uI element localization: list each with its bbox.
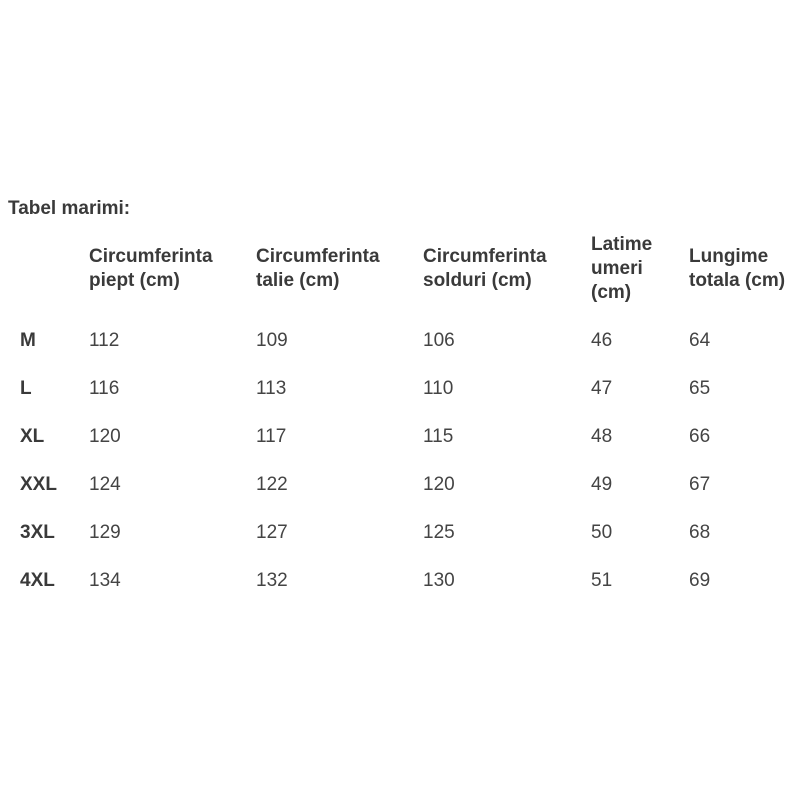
cell-length: 68 [689,522,711,543]
cell-shoulders: 47 [591,378,613,399]
cell-chest: 124 [89,474,121,495]
cell-chest: 116 [89,378,120,399]
cell-hips: 125 [423,522,455,543]
cell-waist: 109 [256,330,288,351]
row-size-label: XXL [20,474,57,495]
cell-hips: 130 [423,570,455,591]
header-waist [256,245,380,293]
row-size-label: XL [20,426,45,447]
cell-shoulders: 49 [591,474,613,495]
table-title: Tabel marimi: [8,198,131,219]
cell-waist: 113 [256,378,287,399]
cell-hips: 115 [423,426,454,447]
cell-waist: 122 [256,474,288,495]
cell-chest: 120 [89,426,121,447]
cell-shoulders: 50 [591,522,613,543]
cell-hips: 106 [423,330,455,351]
cell-length: 64 [689,330,711,351]
header-hips [423,245,547,293]
row-size-label: 3XL [20,522,55,543]
header-chest [89,245,213,293]
cell-length: 69 [689,570,711,591]
header-length-line-2: totala (cm) [689,270,786,291]
cell-waist: 127 [256,522,288,543]
header-hips-line-2: solduri (cm) [423,270,532,291]
cell-chest: 134 [89,570,121,591]
header-chest-line-2: piept (cm) [89,270,180,291]
cell-waist: 117 [256,426,287,447]
cell-chest: 129 [89,522,121,543]
header-shoulders-line-3: (cm) [591,282,632,303]
row-size-label: M [20,330,36,351]
header-chest-line-1: Circumferinta [89,246,213,267]
cell-shoulders: 48 [591,426,613,447]
cell-shoulders: 46 [591,330,613,351]
header-hips-line-1: Circumferinta [423,246,547,267]
header-waist-line-2: talie (cm) [256,270,340,291]
header-length-line-1: Lungime [689,246,769,267]
header-length [689,245,785,293]
cell-chest: 112 [89,330,120,351]
row-size-label: L [20,378,32,399]
row-size-label: 4XL [20,570,55,591]
cell-hips: 120 [423,474,455,495]
cell-hips: 110 [423,378,454,399]
header-shoulders [591,233,652,305]
header-waist-line-1: Circumferinta [256,246,380,267]
cell-length: 67 [689,474,711,495]
cell-shoulders: 51 [591,570,613,591]
cell-length: 65 [689,378,711,399]
cell-waist: 132 [256,570,288,591]
header-shoulders-line-2: umeri [591,258,643,279]
cell-length: 66 [689,426,711,447]
header-shoulders-line-1: Latime [591,234,653,255]
